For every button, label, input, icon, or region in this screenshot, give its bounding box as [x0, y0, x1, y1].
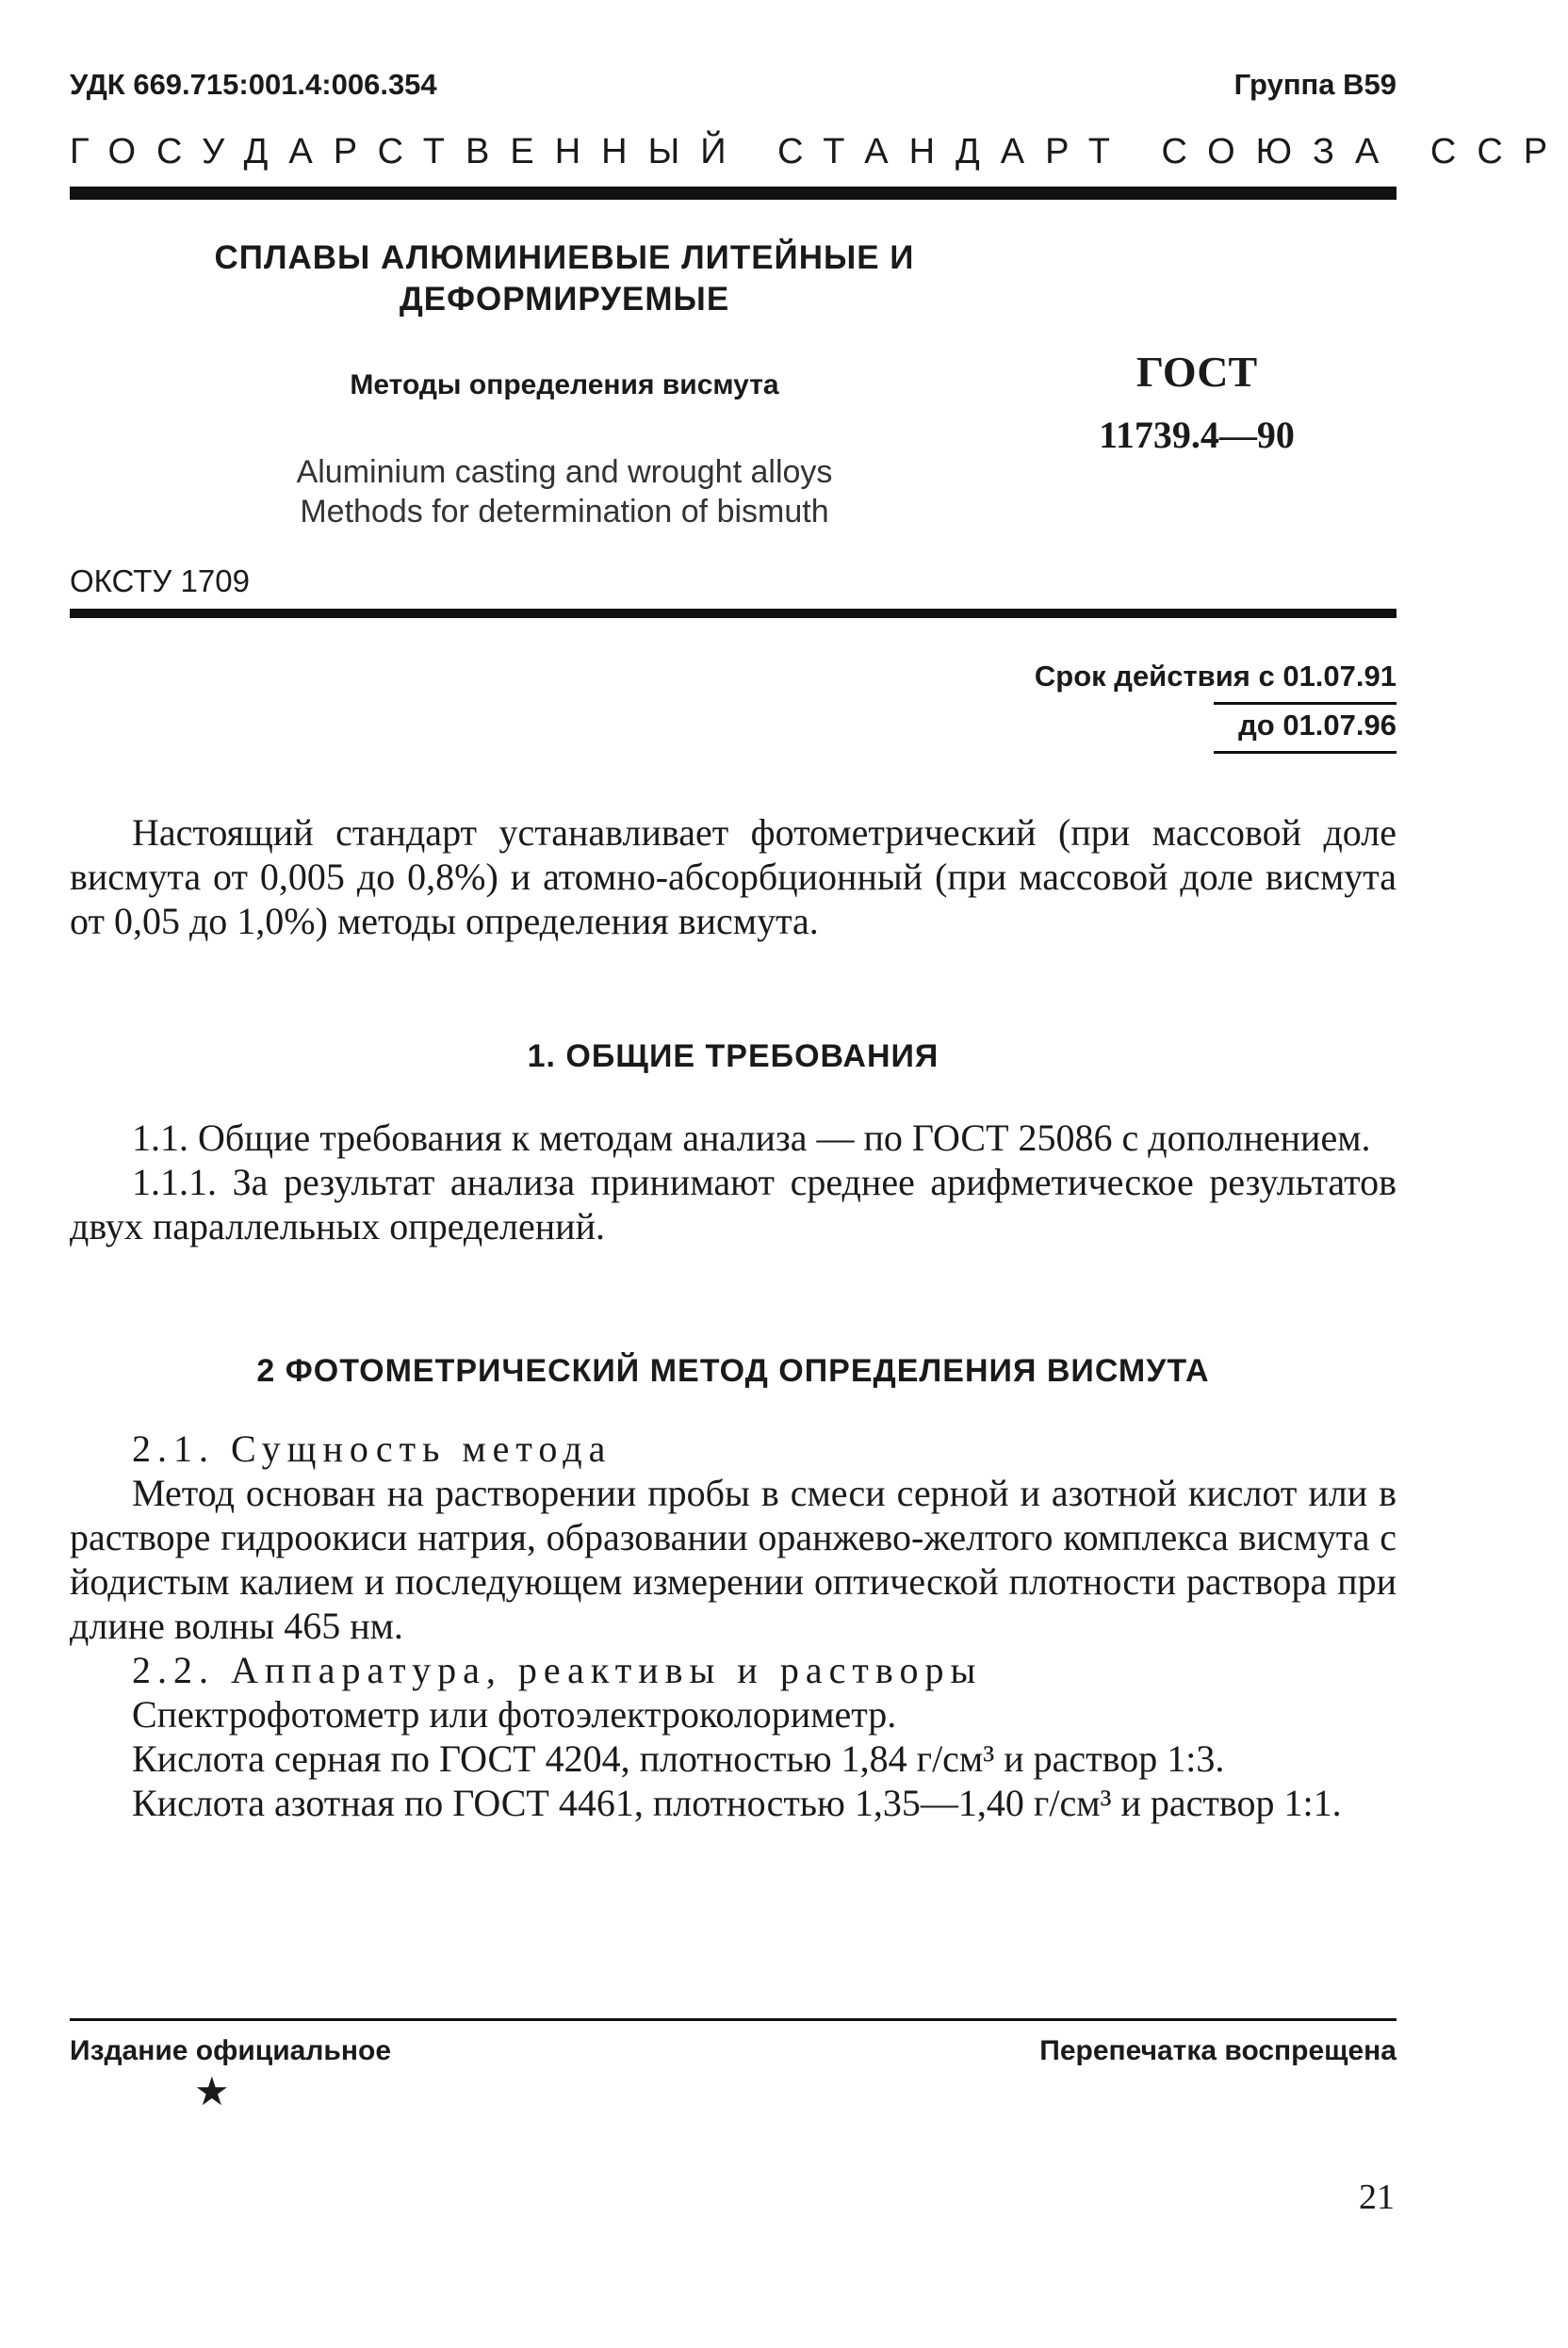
validity-rule-bottom — [1214, 751, 1396, 754]
validity-from: Срок действия с 01.07.91 — [1034, 660, 1396, 693]
okstu-code: ОКСТУ 1709 — [70, 563, 250, 598]
udk-code: УДК 669.715:001.4:006.354 — [70, 68, 437, 101]
english-title-line-1: Aluminium casting and wrought alloys — [296, 454, 833, 490]
intro-text: Настоящий стандарт устанавливает фотометрический (при массовой доле висмута от 0,005 до 0,8%) и атомно-абсорбционный (при массовой доле висмута от 0,05 до 1,0%) методы определения висмута. — [70, 811, 1396, 942]
subsection-2-1-heading: 2.1. Сущность метода — [132, 1427, 612, 1470]
document-subtitle: Методы определения висмута — [350, 369, 779, 400]
section-2-paragraph-equipment: Спектрофотометр или фотоэлектроколориметр. — [132, 1693, 897, 1736]
title-line-1: СПЛАВЫ АЛЮМИНИЕВЫЕ ЛИТЕЙНЫЕ И — [214, 239, 915, 276]
section-1-body — [70, 1116, 1396, 1248]
validity-to: до 01.07.96 — [1238, 709, 1396, 742]
intro-paragraph — [70, 810, 1396, 943]
group-code: Группа В59 — [1233, 68, 1396, 101]
top-rule — [70, 187, 1396, 200]
page-number: 21 — [1359, 2177, 1395, 2217]
footer-rule — [70, 2018, 1396, 2021]
validity-rule-top — [1214, 702, 1396, 705]
section-2-paragraph-sulfuric-acid: Кислота серная по ГОСТ 4204, плотностью 1,84 г/см³ и раствор 1:3. — [132, 1737, 1225, 1780]
official-edition: Издание официальное — [70, 2035, 392, 2066]
subsection-2-2-heading: 2.2. Аппаратура, реактивы и растворы — [132, 1649, 983, 1691]
star-icon: ★ — [194, 2071, 230, 2114]
section-1-paragraph-1: 1.1. Общие требования к методам анализа — по ГОСТ 25086 с дополнением. — [132, 1117, 1371, 1159]
document-title — [70, 237, 1059, 320]
section-2-paragraph-method: Метод основан на растворении пробы в смеси серной и азотной кислот или в растворе гидроокиси натрия, образовании оранжево-желтого комплекса висмута с йодистым калием и последующем измерении оптической плотности раствора при длине волны 465 нм. — [70, 1472, 1396, 1647]
gost-label: ГОСТ — [1135, 348, 1258, 396]
section-1-heading: 1. ОБЩИЕ ТРЕБОВАНИЯ — [527, 1038, 939, 1074]
section-2-paragraph-nitric-acid: Кислота азотная по ГОСТ 4461, плотностью 1,35—1,40 г/см³ и раствор 1:1. — [132, 1782, 1342, 1824]
reprint-prohibited: Перепечатка воспрещена — [1039, 2035, 1396, 2066]
state-standard-heading: ГОСУДАРСТВЕННЫЙ СТАНДАРТ СОЮЗА ССР — [70, 132, 1568, 171]
gost-number: 11739.4—90 — [1099, 414, 1295, 456]
section-2-heading: 2 ФОТОМЕТРИЧЕСКИЙ МЕТОД ОПРЕДЕЛЕНИЯ ВИСМУТА — [256, 1353, 1210, 1389]
header-bottom-rule — [70, 609, 1396, 618]
title-line-2: ДЕФОРМИРУЕМЫЕ — [399, 281, 730, 318]
english-title — [70, 452, 1059, 531]
section-1-paragraph-2: 1.1.1. За результат анализа принимают среднее арифметическое результатов двух параллельных определений. — [70, 1161, 1396, 1247]
english-title-line-2: Methods for determination of bismuth — [300, 494, 829, 530]
section-2-body — [70, 1427, 1396, 1825]
